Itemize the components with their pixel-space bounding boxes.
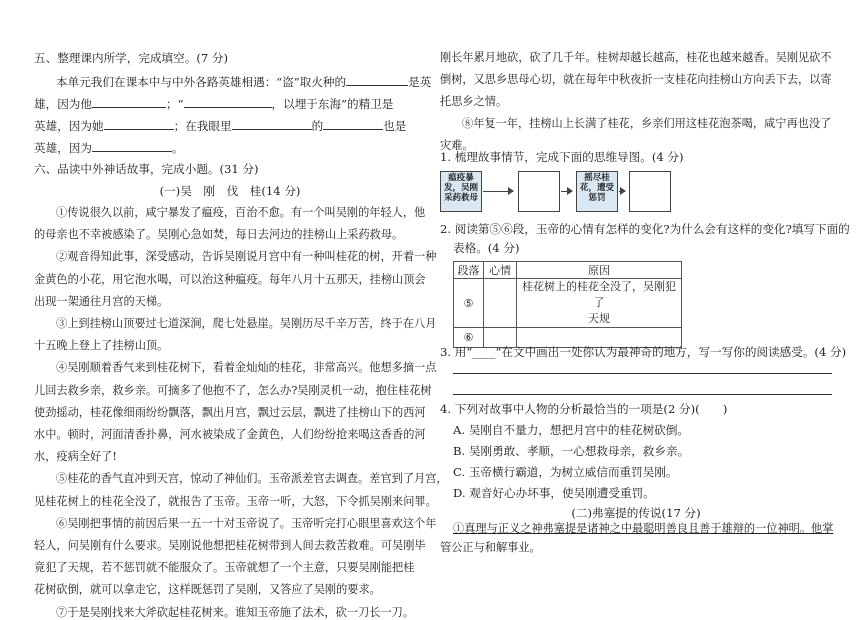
story-1-line: ⑤桂花的香气直冲到天宫，惊动了神仙们。玉帝派差官去调查。差官到了月宫，	[56, 472, 448, 486]
blank-quote[interactable]	[184, 96, 272, 108]
blank-my-hero-source[interactable]	[232, 118, 312, 130]
story-1-line: ①传说很久以前，咸宁暴发了瘟疫，百治不愈。有一个叫吴刚的年轻人，他	[56, 206, 426, 219]
blank-reason-2[interactable]	[104, 118, 174, 130]
mind-map-node-3: 摇尽桂花，遭受惩罚	[576, 171, 618, 212]
table-row	[454, 279, 682, 328]
question-4-option[interactable]: B. 吴刚勇敢、孝顺，一心想救母亲，救乡亲。	[453, 444, 690, 458]
story-1-line: 出现一架通往月宫的天梯。	[34, 294, 169, 308]
mind-map-node-4-blank[interactable]	[629, 171, 671, 212]
table-cell-para: ⑥	[454, 328, 484, 348]
story-2-line-2: 管公正与和解事业。	[440, 541, 541, 554]
section-5-line-1: 本单元我们在课本中与中外各路英雄相遇：“盗”取火种的 是英	[56, 75, 432, 89]
mood-table	[453, 261, 682, 348]
question-2-line-1: 2. 阅读第⑤⑥段，玉帝的心情有怎样的变化?为什么会有这样的变化?填写下面的	[440, 222, 850, 236]
blank-reason-1[interactable]	[92, 96, 166, 108]
blank-my-hero[interactable]	[323, 118, 383, 130]
question-2-line-2: 表格。(4 分)	[453, 241, 520, 255]
story-1-line: ④吴刚顺着香气来到桂花树下，看着金灿灿的桂花，非常高兴。他想多摘一点	[56, 361, 437, 375]
story-1-line: ⑦于是吴刚找来大斧砍起桂花树来。谁知玉帝施了法术，砍一刀长一刀。	[56, 605, 415, 619]
arrow-icon	[619, 191, 625, 192]
arrow-icon	[483, 191, 513, 192]
arrow-icon	[561, 191, 572, 192]
question-4-option[interactable]: A. 吴刚自不量力，想把月宫中的桂花树砍倒。	[453, 423, 690, 437]
question-4-option[interactable]: D. 观音好心办坏事，使吴刚遭受重罚。	[453, 486, 655, 500]
answer-line[interactable]	[453, 394, 832, 395]
story-1-line: ②观音得知此事，深受感动，告诉吴刚说月宫中有一种叫桂花的树，开着一种	[56, 250, 437, 264]
table-cell-reason: 桂花树上的桂花全没了，吴刚犯了 天规	[517, 279, 682, 328]
table-header: 心情	[484, 262, 517, 279]
answer-line[interactable]	[453, 373, 832, 374]
story-1-line: 花树砍倒，就可以拿走它，这样既惩罚了吴刚，又答应了吴刚的要求。	[34, 583, 381, 597]
story-1-line: ③上到挂榜山顶要过七道深涧，爬七处悬崖。吴刚历尽千辛万苦，终于在八月	[56, 317, 437, 330]
table-header: 原因	[517, 262, 682, 279]
section-5-line-4: 英雄，因为 。	[34, 141, 184, 155]
story-1-line: 倒树，又思乡思母心切，就在每年中秋夜折一支桂花向挂榜山方向丢下去，以寄	[440, 73, 832, 86]
story-1-line: 十五晚上登上了挂榜山顶。	[34, 339, 169, 353]
table-cell-para: ⑤	[454, 279, 484, 328]
table-cell-mood-blank[interactable]	[484, 279, 517, 328]
story-1-line: 的母亲也不幸被感染了。吴刚心急如焚，每日去河边的挂榜山上采药救母。	[34, 228, 404, 242]
story-1-line: 轻人，问吴刚有什么要求。吴刚说他想把桂花树带到人间去救苦救难。可吴刚毕	[34, 539, 426, 552]
section-6-title: 六、品读中外神话故事，完成小题。(31 分)	[34, 162, 259, 176]
story-1-title: (一)吴 刚 伐 桂(14 分)	[159, 184, 301, 198]
story-1-line: 水，疫病全好了!	[34, 450, 117, 464]
mind-map-node-2-blank[interactable]	[518, 171, 560, 212]
story-1-line: 灾难。	[440, 139, 474, 152]
question-3: 3. 用“____”在文中画出一处你认为最神奇的地方，写一写你的阅读感受。(4 分)	[440, 345, 847, 359]
story-1-line: ⑥吴刚把事情的前因后果一五一十对玉帝说了。玉帝听完打心眼里喜欢这个年	[56, 516, 437, 530]
story-1-line: 使劲摇动，桂花像细雨纷纷飘落，飘出月宫，飘过云层，飘进了挂榜山下的西河	[34, 405, 426, 419]
blank-fire-hero[interactable]	[346, 74, 408, 86]
story-2-title: (二)弗塞提的传说(17 分)	[571, 506, 701, 520]
story-1-line: 托思乡之情。	[440, 95, 508, 108]
section-5-line-3: 英雄，因为她 ；在我眼里 的 也是	[34, 119, 407, 133]
story-1-line: 水中。顿时，河面清香扑鼻，河水被染成了金黄色，人们纷纷抢来喝这香香的河	[34, 428, 426, 441]
blank-reason-3[interactable]	[92, 140, 172, 152]
section-5-title: 五、整理课内所学，完成填空。(7 分)	[34, 51, 229, 65]
story-1-line: 见桂花树上的桂花全没了，就报告了玉帝。玉帝一听，大怒，下令抓吴刚来问罪。	[34, 494, 437, 508]
table-header: 段落	[454, 262, 484, 279]
story-1-line: 儿回去救乡亲，救乡亲。可摘多了他抱不了，怎么办?吴刚灵机一动，抱住桂花树	[34, 383, 432, 397]
question-4-option[interactable]: C. 玉帝横行霸道，为树立威信而重罚吴刚。	[453, 465, 678, 479]
question-1: 1. 梳理故事情节，完成下面的思维导图。(4 分)	[440, 150, 684, 164]
story-2-line-1: ①真理与正义之神弗塞提是诸神之中最聪明善良且善于雄辩的一位神明。他掌	[453, 522, 834, 535]
story-1-line: 金黄色的小花，用它泡水喝，可以治这种瘟疫。每年八月十五那天，挂榜山顶会	[34, 272, 426, 286]
section-5-line-2: 雄，因为他 ；“ ，以埋于东海”的精卫是	[34, 97, 394, 111]
question-4: 4. 下列对故事中人物的分析最恰当的一项是(2 分)( )	[440, 402, 728, 416]
story-1-line: 竟犯了天规，若不惩罚就不能服众了。玉帝就想了一个主意，只要吴刚能把桂	[34, 561, 415, 575]
story-1-line: 刚长年累月地砍，砍了几千年。桂树却越长越高，桂花也越来越香。吴刚见砍不	[440, 51, 832, 64]
story-1-line: ⑧年复一年，挂榜山上长满了桂花，乡亲们用这桂花泡茶喝，咸宁再也没了	[462, 117, 832, 130]
mind-map-node-1: 瘟疫暴发，吴刚采药救母	[440, 171, 482, 212]
